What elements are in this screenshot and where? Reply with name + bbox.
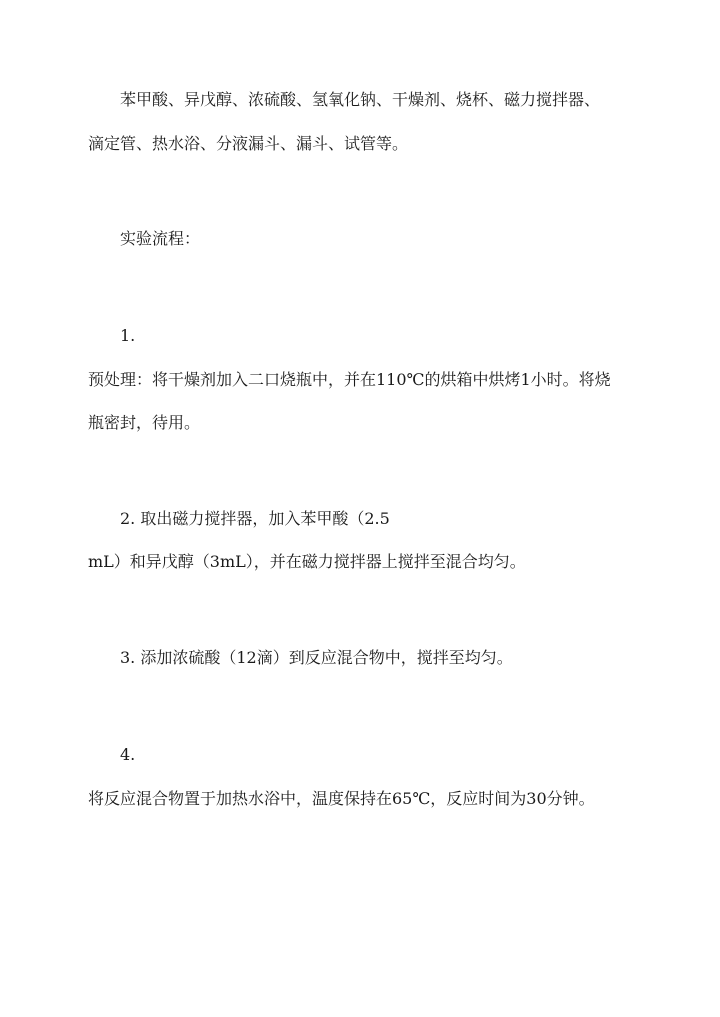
step-4-line-1: 将反应混合物置于加热水浴中，温度保持在65℃，反应时间为30分钟。 — [88, 789, 595, 808]
step-1-line-2: 瓶密封，待用。 — [88, 413, 201, 432]
materials-line-2: 滴定管、热水浴、分液漏斗、漏斗、试管等。 — [88, 134, 409, 153]
step-3-line-1: 3. 添加浓硫酸（12滴）到反应混合物中，搅拌至均匀。 — [120, 648, 513, 667]
step-1-line-1: 预处理：将干燥剂加入二口烧瓶中，并在110℃的烘箱中烘烤1小时。将烧 — [88, 370, 611, 389]
step-2-line-1: 2. 取出磁力搅拌器，加入苯甲酸（2.5 — [120, 509, 390, 528]
step-4-number: 4. — [120, 745, 136, 764]
materials-line-1: 苯甲酸、异戊醇、浓硫酸、氢氧化钠、干燥剂、烧杯、磁力搅拌器、 — [120, 90, 601, 109]
step-1-number: 1. — [120, 326, 136, 345]
step-2-line-2: mL）和异戊醇（3mL），并在磁力搅拌器上搅拌至混合均匀。 — [88, 552, 526, 571]
procedure-heading: 实验流程： — [120, 229, 201, 248]
